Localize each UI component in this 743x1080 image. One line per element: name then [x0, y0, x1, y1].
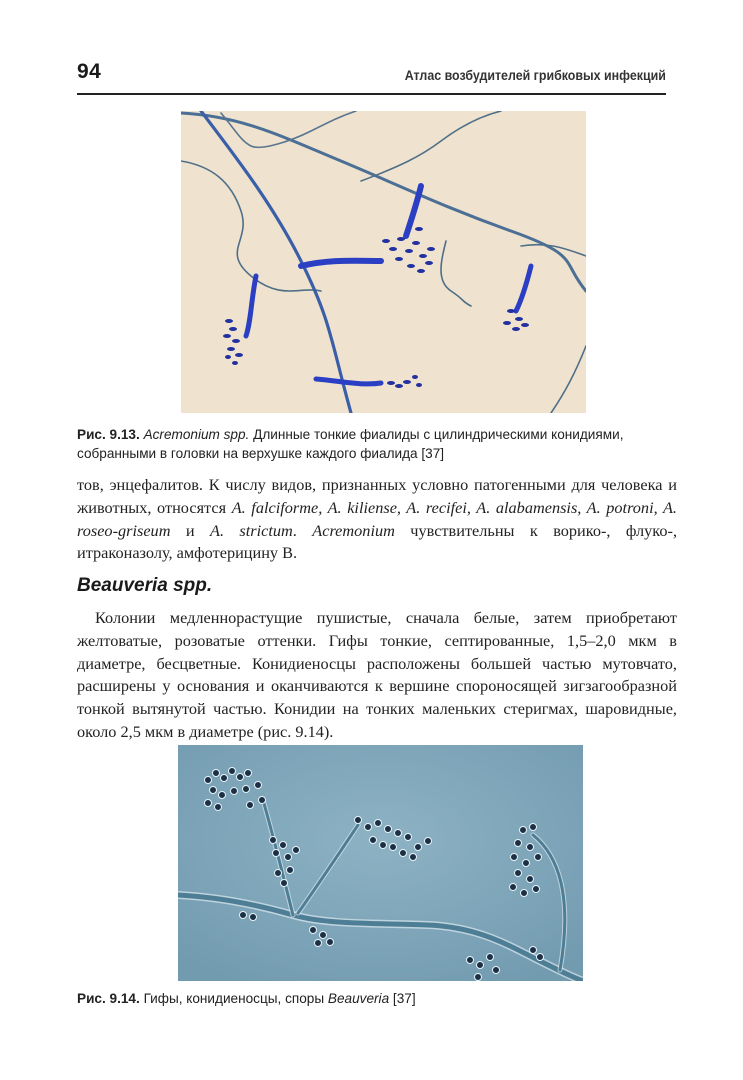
running-header [77, 60, 666, 96]
species-list: A. falciforme, A. kiliense, A. recifei, A. alabamensis, A. potroni, A. roseo-griseum [77, 497, 677, 540]
figure-caption [77, 989, 677, 1008]
figure-reference: [37] [421, 446, 445, 461]
figure-reference: [37] [392, 991, 416, 1006]
figure-caption-text: Гифы, конидиеносцы, споры [143, 991, 325, 1006]
figure-species-name: Acremonium spp. [143, 427, 250, 442]
figure-genus-name: Beauveria [327, 991, 390, 1006]
figure-label: Рис. 9.14. [77, 991, 140, 1006]
text-run: чувствительны к ворико-, флуко-, итраконазолу, амфотерицину В. [77, 520, 678, 563]
microscopy-acremonium-image [181, 111, 586, 413]
paragraph-text: Колонии медленнорастущие пушистые, сначала белые, затем приобретают желтоватые, розоватые оттенки. Гифы тонкие, септированные, 1,5–2,0 мкм в диаметре, бесцветные. Конидиеносцы расположены большей частью мутовчато, расширены у основания и оканчиваются к вершине спороносящей зигзагообразной тонкой вытянутой частью. Конидии на тонких маленьких стеригмах, шаровидные, около 2,5 мкм в диаметре (рис. 9.14). [77, 608, 677, 741]
text-run: . [292, 520, 313, 540]
figure-caption [77, 425, 677, 463]
figure-beauveria-image [178, 745, 583, 981]
figure-acremonium-image [181, 111, 586, 413]
figure-label: Рис. 9.13. [77, 427, 140, 442]
header-rule [77, 93, 666, 95]
figure-caption-text: Длинные тонкие фиалиды с цилиндрическими конидиями, собранными в головки на верхушке каждого фиалида [77, 427, 624, 461]
paragraph [77, 607, 677, 744]
paragraph [77, 474, 677, 565]
species-name: A. strictum [210, 520, 293, 540]
text-run: тов, энцефалитов. К числу видов, признанных условно патогенными для человека и животных, относятся [77, 475, 677, 517]
genus-name: Acremonium [312, 520, 395, 540]
text-run: и [170, 520, 210, 540]
microscopy-beauveria-image [178, 745, 583, 981]
running-title: Атлас возбудителей грибковых инфекций [404, 68, 666, 83]
section-heading: Beauveria spp. [77, 575, 213, 596]
page-number: 94 [77, 60, 102, 83]
